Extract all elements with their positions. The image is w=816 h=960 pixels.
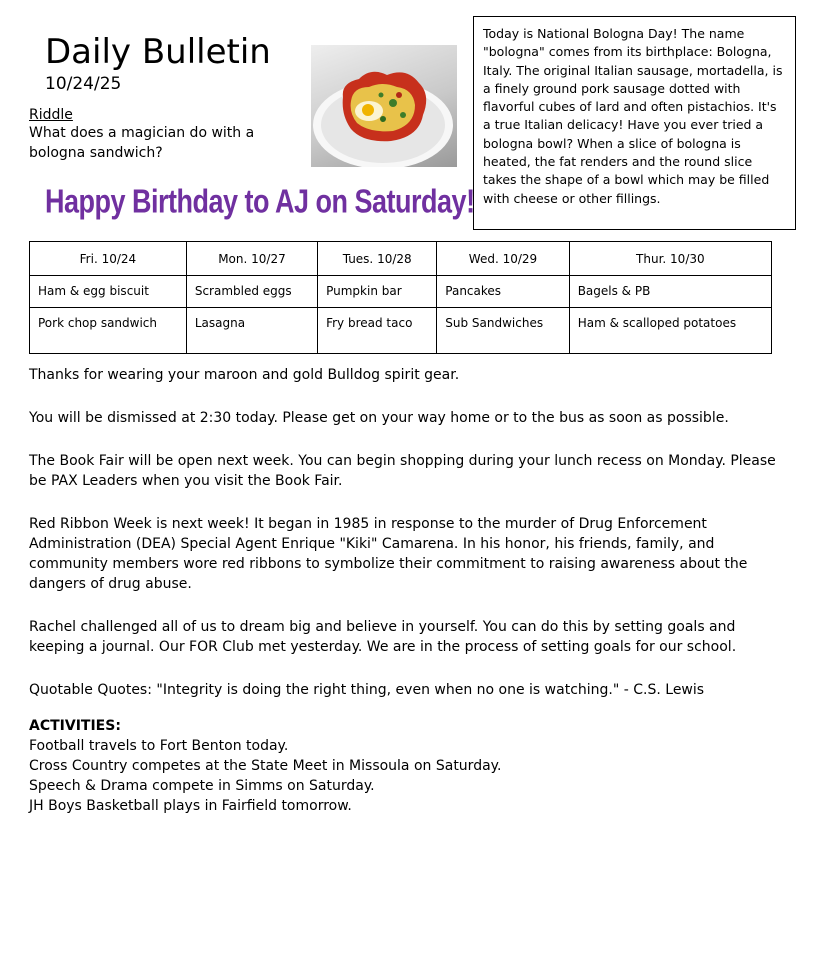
- menu-day-header: Mon. 10/27: [186, 242, 317, 276]
- activity-item: Speech & Drama compete in Simms on Saturday.: [29, 778, 375, 794]
- menu-day-header: Tues. 10/28: [318, 242, 437, 276]
- announcement-paragraph: Rachel challenged all of us to dream big and believe in yourself. You can do this by setting goals and keeping a journal. Our FOR Club met yesterday. We are in the process of setting goals for our school.: [29, 619, 737, 655]
- menu-cell: Scrambled eggs: [186, 276, 317, 308]
- riddle-label: Riddle: [29, 107, 73, 123]
- menu-cell: Bagels & PB: [569, 276, 771, 308]
- announcements: [29, 365, 789, 723]
- bulletin-title: Daily Bulletin: [45, 32, 271, 72]
- lunch-menu-table: [29, 241, 772, 354]
- activities-section: [29, 716, 789, 816]
- announcement-paragraph: Thanks for wearing your maroon and gold Bulldog spirit gear.: [29, 367, 460, 383]
- menu-lunch-row: [30, 308, 772, 354]
- menu-day-header: Wed. 10/29: [437, 242, 569, 276]
- menu-cell: Ham & scalloped potatoes: [569, 308, 771, 354]
- menu-cell: Pancakes: [437, 276, 569, 308]
- menu-cell: Pumpkin bar: [318, 276, 437, 308]
- menu-cell: Fry bread taco: [318, 308, 437, 354]
- menu-breakfast-row: [30, 276, 772, 308]
- riddle-question: What does a magician do with a bologna sandwich?: [29, 125, 255, 161]
- birthday-banner: Happy Birthday to AJ on Saturday!: [45, 183, 475, 220]
- menu-cell: Lasagna: [186, 308, 317, 354]
- activity-item: Football travels to Fort Benton today.: [29, 738, 289, 754]
- bologna-bowl-photo: [311, 45, 457, 167]
- activity-item: JH Boys Basketball plays in Fairfield tomorrow.: [29, 798, 352, 814]
- menu-cell: Ham & egg biscuit: [30, 276, 187, 308]
- menu-cell: Pork chop sandwich: [30, 308, 187, 354]
- menu-day-header: Fri. 10/24: [30, 242, 187, 276]
- activities-heading: ACTIVITIES:: [29, 718, 121, 734]
- quotable-quote: Quotable Quotes: "Integrity is doing the right thing, even when no one is watching." - C.S. Lewis: [29, 682, 705, 698]
- announcement-paragraph: The Book Fair will be open next week. You can begin shopping during your lunch recess on Monday. Please be PAX Leaders when you visit the Book Fair.: [29, 453, 776, 489]
- activity-item: Cross Country competes at the State Meet in Missoula on Saturday.: [29, 758, 502, 774]
- menu-day-header: Thur. 10/30: [569, 242, 771, 276]
- announcement-paragraph: You will be dismissed at 2:30 today. Please get on your way home or to the bus as soon as possible.: [29, 410, 729, 426]
- menu-cell: Sub Sandwiches: [437, 308, 569, 354]
- menu-header-row: [30, 242, 772, 276]
- bulletin-date: 10/24/25: [45, 74, 122, 94]
- bologna-day-fact-box: Today is National Bologna Day! The name "bologna" comes from its birthplace: Bologna, Italy. The original Italian sausage, mortadella, is a finely ground pork sausage dotted with flavorful cubes of lard and often pistachios. It's a true Italian delicacy! Have you ever tried a bologna bowl? When a slice of bologna is heated, the fat renders and the round slice takes the shape of a bowl which may be filled with cheese or other fillings.: [473, 16, 796, 230]
- announcement-paragraph: Red Ribbon Week is next week! It began in 1985 in response to the murder of Drug Enforcement Administration (DEA) Special Agent Enrique "Kiki" Camarena. In his honor, his friends, family, and community members wore red ribbons to symbolize their commitment to raising awareness about the dangers of drug abuse.: [29, 516, 748, 592]
